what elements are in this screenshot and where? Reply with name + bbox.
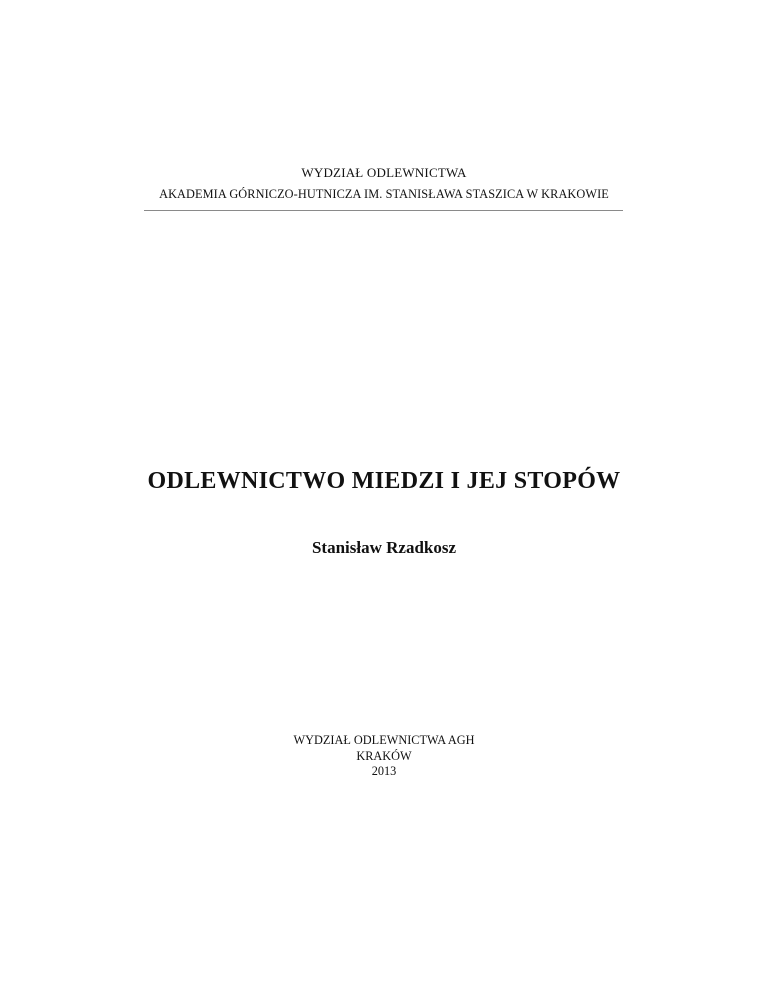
publisher-block xyxy=(0,733,768,780)
publication-year: 2013 xyxy=(371,764,397,778)
header-divider xyxy=(144,210,623,211)
publisher-name: WYDZIAŁ ODLEWNICTWA AGH xyxy=(293,733,475,747)
faculty-name: WYDZIAŁ ODLEWNICTWA xyxy=(301,165,467,180)
university-name: AKADEMIA GÓRNICZO-HUTNICZA IM. STANISŁAWA STASZICA W KRAKOWIE xyxy=(159,187,609,201)
author-name: Stanisław Rzadkosz xyxy=(311,538,457,557)
book-title: ODLEWNICTWO MIEDZI I JEJ STOPÓW xyxy=(147,468,621,494)
publisher-city: KRAKÓW xyxy=(356,748,412,763)
